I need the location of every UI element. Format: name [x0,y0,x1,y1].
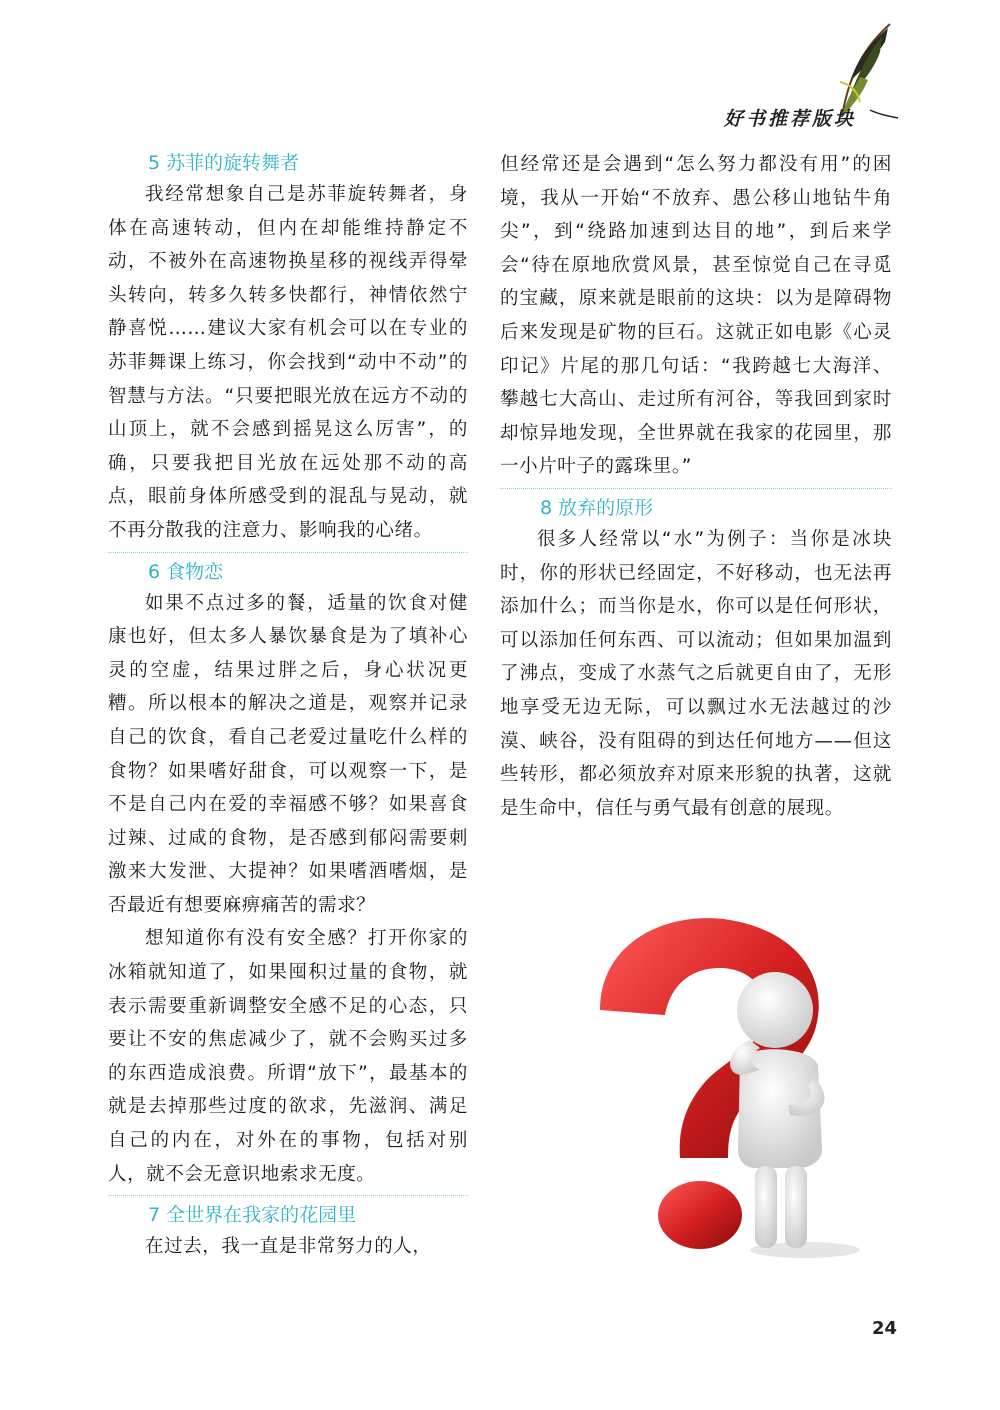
section-divider [500,488,892,489]
section-8-paragraph: 很多人经常以“水”为例子：当你是冰块时，你的形状已经固定，不好移动，也无法再添加什么；而当你是水，你可以是任何形状，可以添加任何东西、可以流动；但如果加温到了沸点，变成了水蒸气之后就更自由了，无形地享受无边无际，可以飘过水无法越过的沙漠、峡谷，没有阻碍的到达任何地方——但这些转形，都必须放弃对原来形貌的执著，这就是生命中，信任与勇气最有创意的展现。 [500,528,892,819]
left-column [108,148,468,1264]
section-7-paragraph-continued: 但经常还是会遇到“怎么努力都没有用”的困境，我从一开始“不放弃、愚公移山地钻牛角尖”，到“绕路加速到达目的地”，到后来学会“待在原地欣赏风景，甚至惊觉自己在寻觅的宝藏，原来就是眼前的这块：以为是障碍物后来发现是矿物的巨石。这就正如电影《心灵印记》片尾的那几句话：“我跨越七大海洋、攀越七大高山、走过所有河谷，等我回到家时却惊异地发现，全世界就在我家的花园里，那一小片叶子的露珠里。” [500,154,892,478]
section-title-5: 5 苏菲的旋转舞者 [148,152,300,174]
figure-leg-right [785,1166,807,1248]
section-divider [108,1195,468,1196]
section-6-paragraph-1: 如果不点过多的餐，适量的饮食对健康也好，但太多人暴饮暴食是为了填补心灵的空虚，结果过胖之后，身心状况更糟。所以根本的解决之道是，观察并记录自己的饮食，看自己老爱过量吃什么样的食物？如果嗜好甜食，可以观察一下，是不是自己内在爱的幸福感不够？如果喜食过辣、过咸的食物，是否感到郁闷需要刺激来大发泄、大提神？如果嗜酒嗜烟，是否最近有想要麻痹痛苦的需求？ [108,592,468,916]
banner-title: 好书推荐版块 [724,108,857,130]
section-title-8: 8 放弃的原形 [540,496,654,519]
figure-leg-left [755,1166,777,1248]
section-title-6: 6 食物恋 [148,560,224,583]
right-column [500,148,892,825]
section-divider [108,552,468,553]
figure-head [737,972,813,1048]
question-mark-figure-illustration [560,900,900,1260]
section-7-paragraph-start: 在过去，我一直是非常努力的人， [145,1236,432,1258]
section-6-paragraph-2: 想知道你有没有安全感？打开你家的冰箱就知道了，如果囤积过量的食物，就表示需要重新调整安全感不足的心态，只要让不安的焦虑减少了，就不会购买过多的东西造成浪费。所谓“放下”，最基本的就是去掉那些过度的欲求，先滋润、满足自己的内在，对外在的事物，包括对别人，就不会无意识地索求无度。 [108,928,468,1185]
section-5-paragraph: 我经常想象自己是苏菲旋转舞者，身体在高速转动，但内在却能维持静定不动，不被外在高速物换星移的视线弄得晕头转向，转多久转多快都行，神情依然宁静喜悦……建议大家有机会可以在专业的苏菲舞课上练习，你会找到“动中不动”的智慧与方法。“只要把眼光放在远方不动的山顶上，就不会感到摇晃这么厉害”，的确，只要我把目光放在远处那不动的高点，眼前身体所感受到的混乱与晃动，就不再分散我的注意力、影响我的心绪。 [108,184,468,541]
page-number: 24 [872,1318,898,1339]
question-mark-dot [658,1181,742,1249]
section-title-7: 7 全世界在我家的花园里 [148,1204,357,1227]
